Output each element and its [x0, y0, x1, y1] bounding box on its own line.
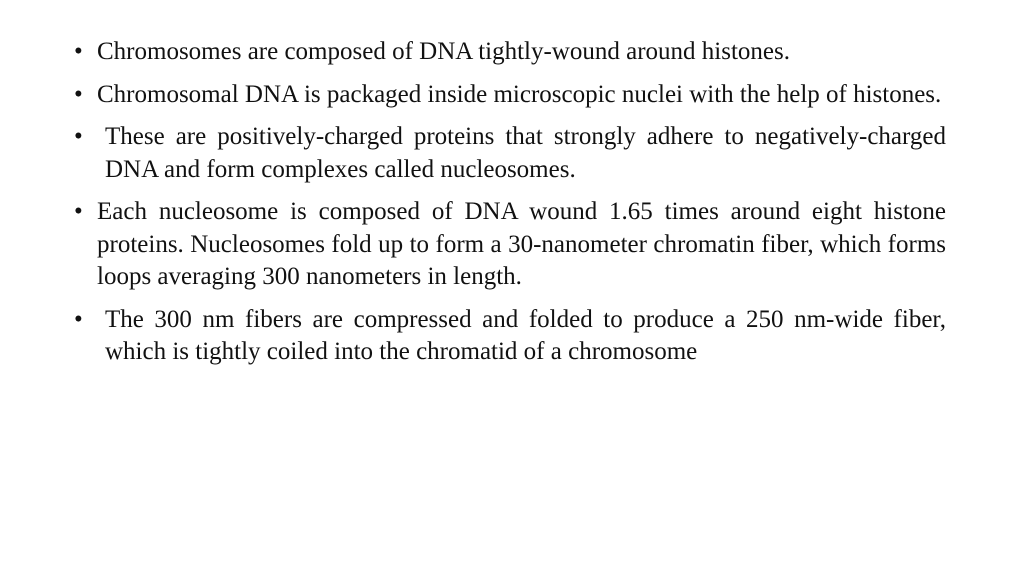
bullet-item-3	[74, 121, 946, 186]
bullet-text: Chromosomes are composed of DNA tightly-wound around histones.	[97, 38, 790, 65]
bullet-icon: •	[74, 123, 83, 150]
bullet-item-1	[74, 36, 946, 69]
bullet-icon: •	[74, 80, 83, 108]
bullet-item-5	[74, 304, 946, 369]
bullet-text: Chromosomal DNA is packaged inside microscopic nuclei with the help of histones.	[97, 80, 942, 108]
bullet-list	[74, 36, 946, 379]
bullet-icon: •	[74, 38, 83, 65]
bullet-item-2	[74, 79, 946, 112]
bullet-text: The 300 nm fibers are compressed and folded to produce a 250 nm-wide fiber, which is tightly coiled into the chromatid of a chromosome	[105, 305, 946, 365]
bullet-icon: •	[74, 198, 83, 225]
bullet-item-4	[74, 196, 946, 294]
bullet-icon: •	[74, 305, 83, 333]
bullet-text: These are positively-charged proteins that strongly adhere to negatively-charged DNA and form complexes called nucleosomes.	[105, 123, 946, 183]
bullet-text: Each nucleosome is composed of DNA wound 1.65 times around eight histone proteins. Nucleosomes fold up to form a 30-nanometer chromatin fiber, which forms loops averaging 300 nanometers in length.	[97, 198, 946, 290]
